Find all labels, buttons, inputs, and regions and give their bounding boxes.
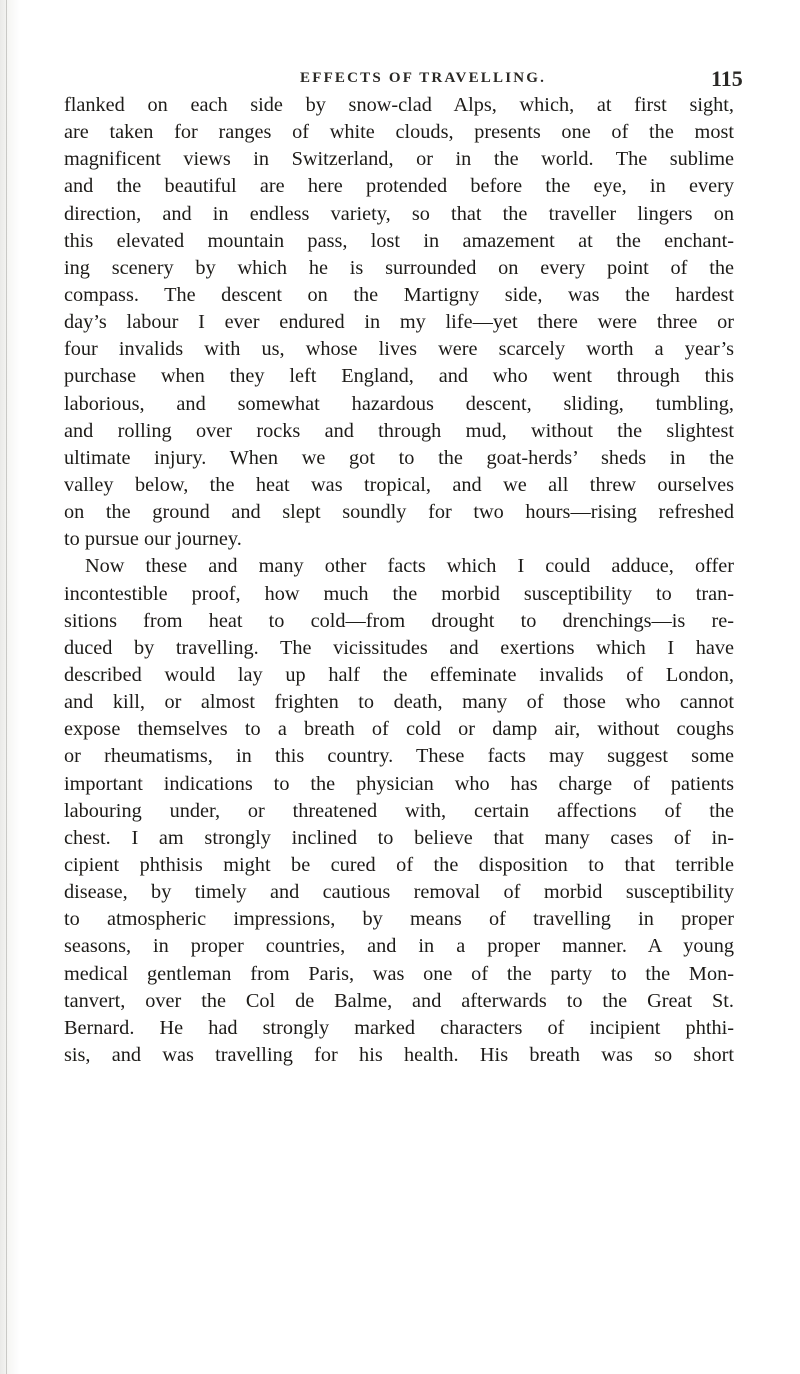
running-title: EFFECTS OF TRAVELLING. <box>300 70 547 86</box>
text-line: direction, and in endless variety, so that the traveller lingers on <box>64 202 734 225</box>
text-line: to pursue our journey. <box>64 528 242 551</box>
text-line: ultimate injury. When we got to the goat-herds’ sheds in the <box>64 446 734 469</box>
text-line: sitions from heat to cold—from drought to drenchings—is re- <box>64 609 734 632</box>
text-line: labouring under, or threatened with, certain affections of the <box>64 799 734 822</box>
text-line: important indications to the physician who has charge of patients <box>64 772 734 795</box>
text-line: Bernard. He had strongly marked characters of incipient phthi- <box>64 1016 734 1039</box>
text-line: day’s labour I ever endured in my life—yet there were three or <box>64 311 734 334</box>
text-line: ing scenery by which he is surrounded on every point of the <box>64 256 734 279</box>
text-line: Now these and many other facts which I could adduce, offer <box>85 555 734 578</box>
text-line: four invalids with us, whose lives were scarcely worth a year’s <box>64 338 734 361</box>
page-gutter-edge <box>6 0 7 1374</box>
text-line: magnificent views in Switzerland, or in the world. The sublime <box>64 148 734 171</box>
text-line: and the beautiful are here protended before the eye, in every <box>64 175 734 198</box>
text-line: and rolling over rocks and through mud, without the slightest <box>64 419 734 442</box>
text-line: medical gentleman from Paris, was one of the party to the Mon- <box>64 962 734 985</box>
text-line: and kill, or almost frighten to death, many of those who cannot <box>64 691 734 714</box>
text-line: incontestible proof, how much the morbid susceptibility to tran- <box>64 582 734 605</box>
text-line: tanvert, over the Col de Balme, and afterwards to the Great St. <box>64 989 734 1012</box>
text-line: to atmospheric impressions, by means of travelling in proper <box>64 908 734 931</box>
running-head <box>0 66 800 94</box>
page-number: 115 <box>711 66 743 91</box>
text-line: expose themselves to a breath of cold or damp air, without coughs <box>64 718 734 741</box>
text-line: valley below, the heat was tropical, and we all threw ourselves <box>64 473 734 496</box>
text-line: laborious, and somewhat hazardous descent, sliding, tumbling, <box>64 392 734 415</box>
text-line: purchase when they left England, and who went through this <box>64 365 734 388</box>
text-line: chest. I am strongly inclined to believe that many cases of in- <box>64 826 734 849</box>
text-line: duced by travelling. The vicissitudes and exertions which I have <box>64 636 734 659</box>
text-line: this elevated mountain pass, lost in amazement at the enchant- <box>64 229 734 252</box>
text-line: cipient phthisis might be cured of the disposition to that terrible <box>64 853 734 876</box>
body-text <box>64 92 734 1069</box>
text-line: are taken for ranges of white clouds, presents one of the most <box>64 121 734 144</box>
text-line: flanked on each side by snow-clad Alps, which, at first sight, <box>64 94 734 116</box>
text-line: seasons, in proper countries, and in a proper manner. A young <box>64 935 734 958</box>
text-line: sis, and was travelling for his health. His breath was so short <box>64 1043 734 1066</box>
text-line: or rheumatisms, in this country. These facts may suggest some <box>64 745 734 768</box>
text-line: on the ground and slept soundly for two hours—rising refreshed <box>64 501 734 524</box>
text-line: disease, by timely and cautious removal of morbid susceptibility <box>64 881 734 904</box>
text-line: compass. The descent on the Martigny side, was the hardest <box>64 283 734 306</box>
text-line: described would lay up half the effeminate invalids of London, <box>64 663 734 686</box>
